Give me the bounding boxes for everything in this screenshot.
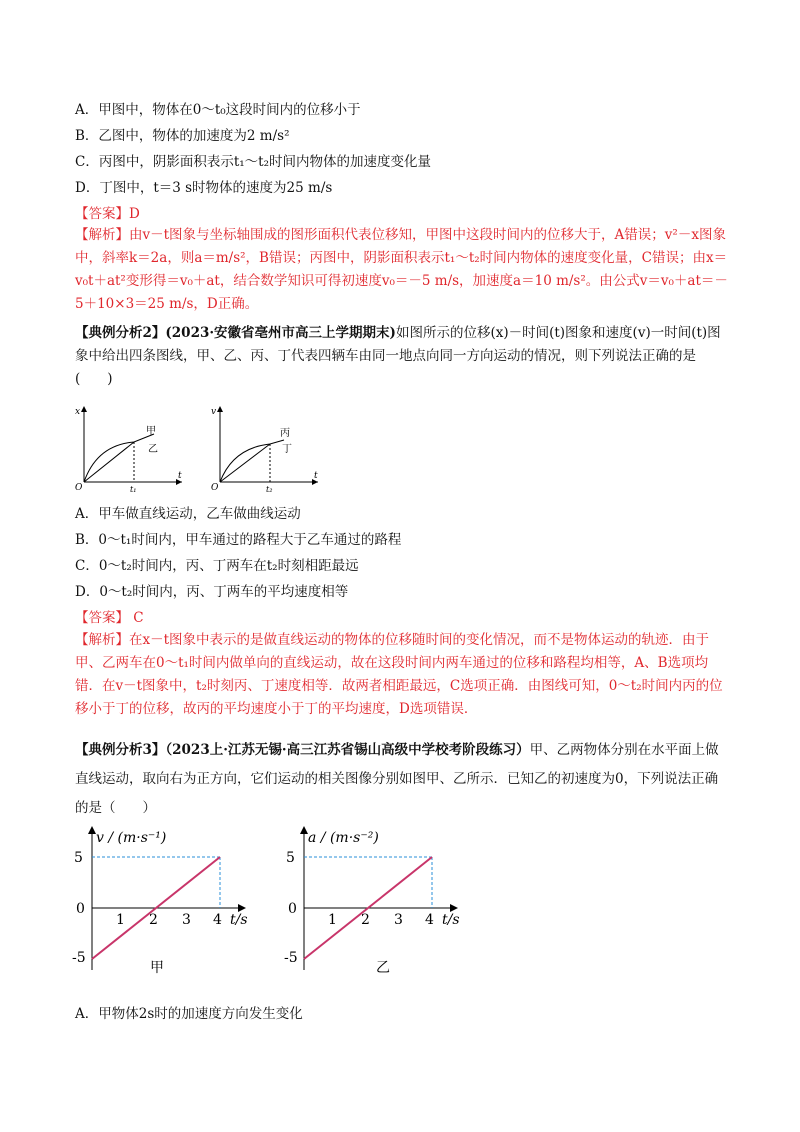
q1-analysis: 【解析】由v－t图象与坐标轴围成的图形面积代表位移知，甲图中这段时间内的位移大于，A错误；v²－x图象中，斜率k＝2a，则a＝m/s²，B错误；丙图中，阴影面积表示t₁～t₂时间内物体的速度变化量，C错误；由x＝v₀t＋at²变形得＝v₀＋at，结合数学知识可得初速度v₀＝－5 m/s，加速度a＝10 m/s²。由公式v＝v₀＋at＝－5＋10×3＝25 m/s，D正确。 (75, 227, 728, 312)
q3-fig2-ytick-5: 5 (286, 850, 295, 866)
q3-fig2-xtick-3: 3 (394, 912, 403, 928)
q3-stem: 甲、乙两物体分别在水平面上做直线运动，取向右为正方向，它们运动的相关图像分别如图甲、乙所示．已知乙的初速度为0，下列说法正确的是（ ） (75, 742, 719, 816)
q3-fig2-ylabel: a / (m·s⁻²) (308, 830, 379, 846)
q3-fig1-xlabel: t/s (230, 912, 248, 928)
q2-analysis: 【解析】在x－t图象中表示的是做直线运动的物体的位移随时间的变化情况，而不是物体运动的轨迹．由于甲、乙两车在0～t₁时间内做单向的直线运动，故在这段时间内两车通过的位移和路程均相等，A、B选项均错．在v－t图象中，t₂时刻丙、丁速度相等．故两者相距最远，C选项正确．由图线可知，0～t₂时间内丙的位移小于丁的位移，故丙的平均速度小于丁的平均速度，D选项错误． (75, 632, 723, 717)
q2-fig1-label-bottom: 乙 (148, 444, 158, 455)
q1-option-a: A．甲图中，物体在0～t₀这段时间内的位移小于 (75, 102, 361, 118)
q2-option-d: D．0～t₂时间内，丙、丁两车的平均速度相等 (75, 584, 349, 600)
q3-v-t-chart (70, 820, 270, 980)
q3-fig2-ytick-0: 0 (288, 901, 297, 917)
q2-answer: 【答案】 C (75, 610, 144, 626)
q3-fig2-ytick-neg5: -5 (284, 950, 298, 966)
q3-fig1-ytick-0: 0 (76, 901, 85, 917)
q2-fig2-xlabel: t (314, 471, 318, 481)
q1-option-c: C．丙图中，阴影面积表示t₁～t₂时间内物体的加速度变化量 (75, 154, 432, 170)
q3-fig1-xtick-1: 1 (116, 912, 125, 928)
q2-option-c: C．0～t₂时间内，丙、丁两车在t₂时刻相距最远 (75, 558, 359, 574)
q2-stem: 如图所示的位移(x)－时间(t)图象和速度(v)一时间(t)图象中给出四条图线，甲、乙、丙、丁代表四辆车由同一地点向同一方向运动的情况，则下列说法正确的是( ) (75, 325, 721, 387)
q2-fig1-xlabel: t (178, 471, 182, 481)
q3-fig2-xtick-1: 1 (328, 912, 337, 928)
q2-option-a: A．甲车做直线运动，乙车做曲线运动 (75, 506, 301, 522)
q3-fig1-ytick-5: 5 (74, 850, 83, 866)
q2-fig2-origin: O (211, 483, 219, 492)
q3-fig2-xlabel: t/s (442, 912, 460, 928)
q2-vt-graph (208, 400, 328, 492)
q2-fig1-label-top: 甲 (146, 426, 156, 437)
q2-fig2-tick: t₂ (266, 485, 273, 492)
q2-xt-graph (72, 400, 192, 492)
q3-fig1-ylabel: v / (m·s⁻¹) (96, 830, 167, 846)
q3-fig2-xtick-2: 2 (361, 912, 370, 928)
q1-option-d: D．丁图中，t＝3 s时物体的速度为25 m/s (75, 180, 333, 196)
q3-option-a: A．甲物体2s时的加速度方向发生变化 (75, 1006, 303, 1022)
q3-fig1-caption: 甲 (150, 960, 164, 976)
q2-block (75, 322, 730, 391)
q3-fig1-xtick-2: 2 (149, 912, 158, 928)
q2-option-b: B．0～t₁时间内，甲车通过的路程大于乙车通过的路程 (75, 532, 402, 548)
q3-block (75, 736, 730, 823)
q3-title: 【典例分析3】（2023上·江苏无锡·高三江苏省锡山高级中学校考阶段练习） (75, 742, 530, 758)
q3-fig2-xtick-4: 4 (425, 912, 434, 928)
q2-fig2-label-bottom: 丁 (282, 444, 292, 455)
q2-fig1-origin: O (75, 483, 83, 492)
q1-answer: 【答案】D (75, 206, 140, 222)
q2-fig2-label-top: 丙 (280, 428, 290, 439)
q2-title: 【典例分析2】(2023·安徽省亳州市高三上学期期末) (75, 325, 396, 341)
q3-fig2-caption: 乙 (376, 960, 390, 976)
q3-fig1-ytick-neg5: -5 (72, 950, 86, 966)
q1-option-b: B．乙图中，物体的加速度为2 m/s² (75, 128, 290, 144)
q3-a-t-chart (282, 820, 482, 980)
q3-fig1-xtick-3: 3 (182, 912, 191, 928)
q2-fig1-tick: t₁ (130, 485, 137, 492)
q3-fig1-xtick-4: 4 (213, 912, 222, 928)
q2-fig2-ylabel: v (211, 407, 217, 417)
q2-fig1-ylabel: x (75, 407, 81, 417)
